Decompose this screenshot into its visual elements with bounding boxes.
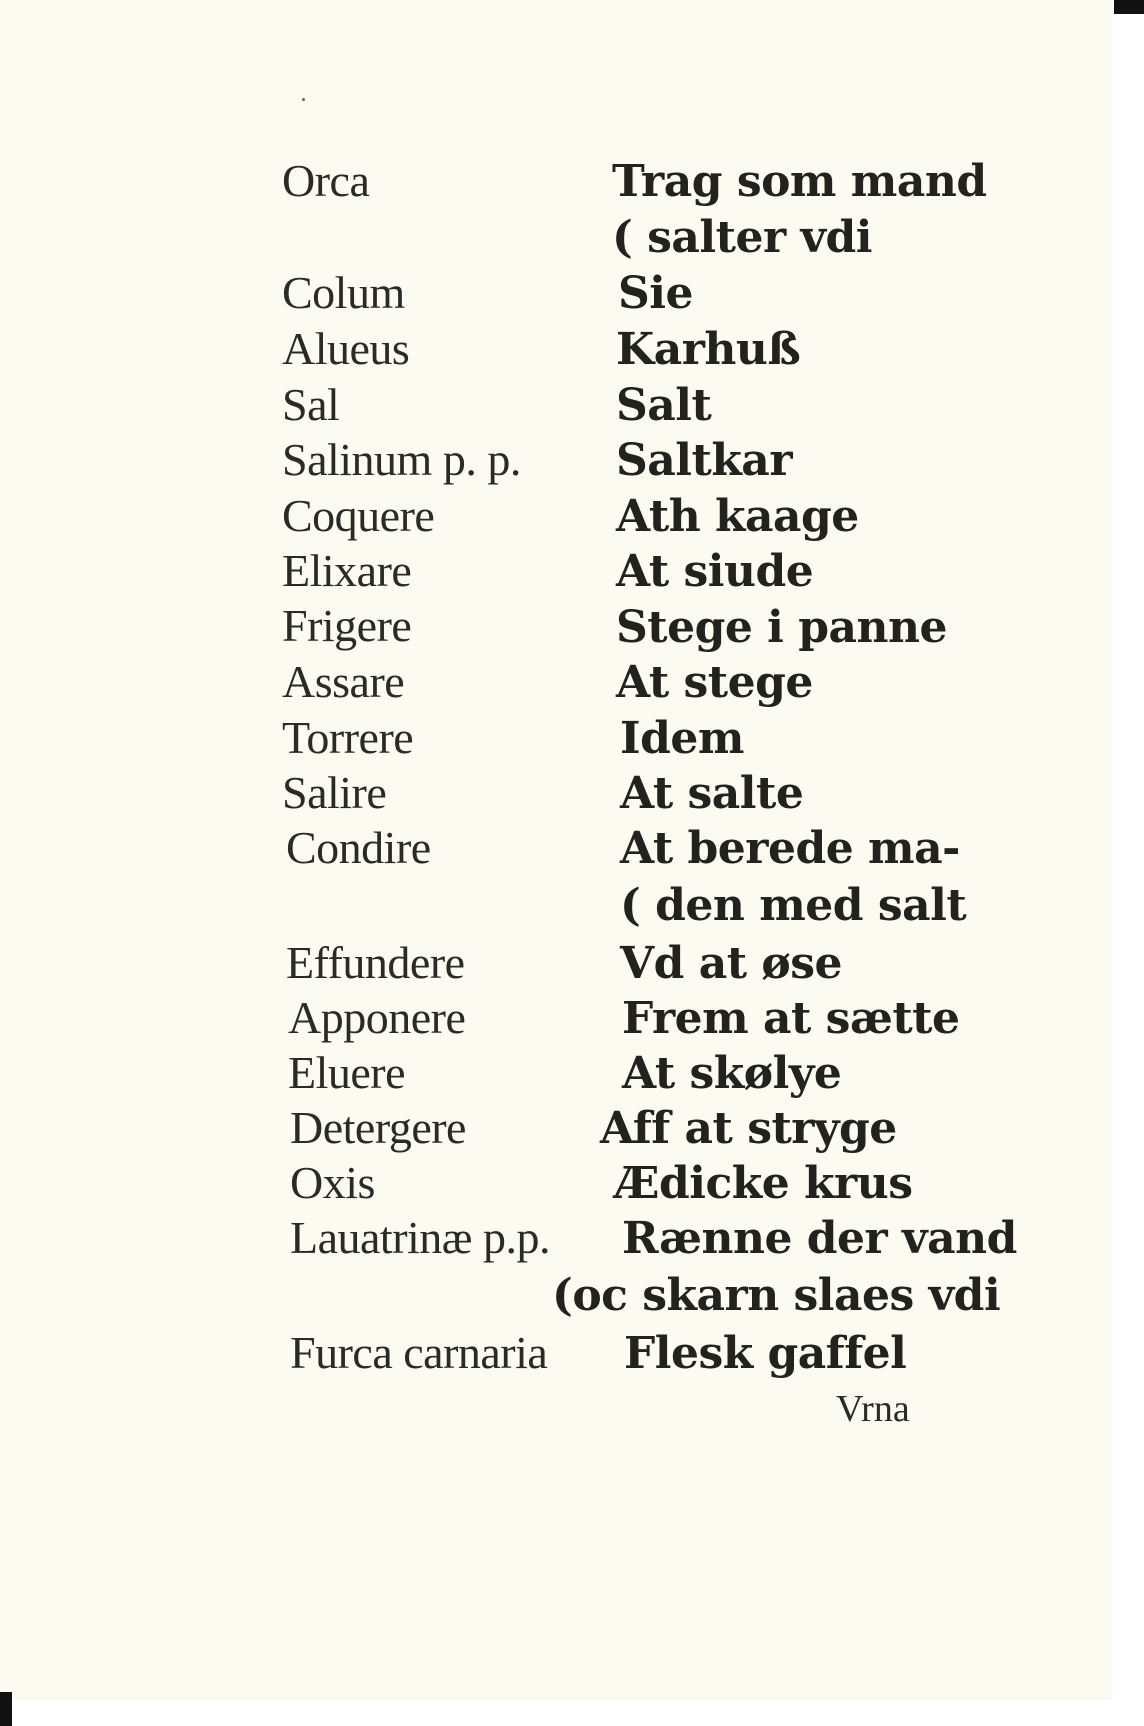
ink-speck	[302, 98, 305, 101]
latin-term: Elixare	[282, 545, 412, 596]
danish-gloss: Idem	[620, 713, 744, 764]
danish-gloss: At siude	[616, 546, 814, 597]
latin-term: Lauatrinæ p.p.	[290, 1212, 550, 1263]
scan-edge-mark	[1114, 0, 1144, 14]
latin-term: Colum	[282, 267, 405, 318]
latin-term: Frigere	[282, 600, 412, 651]
danish-gloss: At stege	[616, 657, 813, 708]
latin-term: Alueus	[282, 323, 410, 374]
danish-gloss: Trag som mand	[612, 156, 987, 207]
danish-gloss: Vd at øse	[620, 938, 842, 989]
danish-gloss: Aff at stryge	[600, 1103, 897, 1154]
danish-gloss: Frem at sætte	[622, 993, 960, 1044]
danish-gloss: Karhuß	[616, 324, 801, 375]
latin-term: Furca carnaria	[290, 1327, 548, 1378]
danish-gloss: Ædicke krus	[614, 1158, 913, 1209]
latin-term: Condire	[286, 822, 431, 873]
latin-term: Oxis	[290, 1157, 375, 1208]
danish-gloss: ( den med salt	[620, 880, 967, 931]
danish-gloss: ( salter vdi	[612, 212, 872, 263]
latin-term: Assare	[282, 656, 405, 707]
danish-gloss: Rænne der vand	[622, 1213, 1017, 1264]
latin-term: Detergere	[290, 1102, 466, 1153]
latin-term: Torrere	[282, 712, 414, 763]
latin-term: Salinum p. p.	[282, 434, 521, 485]
danish-gloss: Sie	[618, 268, 693, 319]
catchword: Vrna	[836, 1388, 910, 1430]
danish-gloss: Flesk gaffel	[624, 1328, 907, 1379]
latin-term: Orca	[282, 155, 370, 206]
scan-edge-mark	[0, 1692, 12, 1726]
danish-gloss: Saltkar	[616, 435, 793, 486]
danish-gloss: Salt	[616, 380, 712, 431]
latin-term: Sal	[282, 379, 340, 430]
danish-gloss: At skølye	[622, 1048, 842, 1099]
danish-gloss: Ath kaage	[616, 491, 859, 542]
latin-term: Coquere	[282, 490, 435, 541]
danish-gloss: Stege i panne	[616, 602, 947, 653]
danish-gloss: At salte	[620, 768, 804, 819]
danish-gloss: At berede ma-	[620, 823, 960, 874]
danish-gloss: (oc skarn slaes vdi	[552, 1270, 1001, 1321]
latin-term: Eluere	[288, 1047, 406, 1098]
latin-term: Salire	[282, 767, 387, 818]
latin-term: Effundere	[286, 937, 465, 988]
latin-term: Apponere	[288, 992, 466, 1043]
